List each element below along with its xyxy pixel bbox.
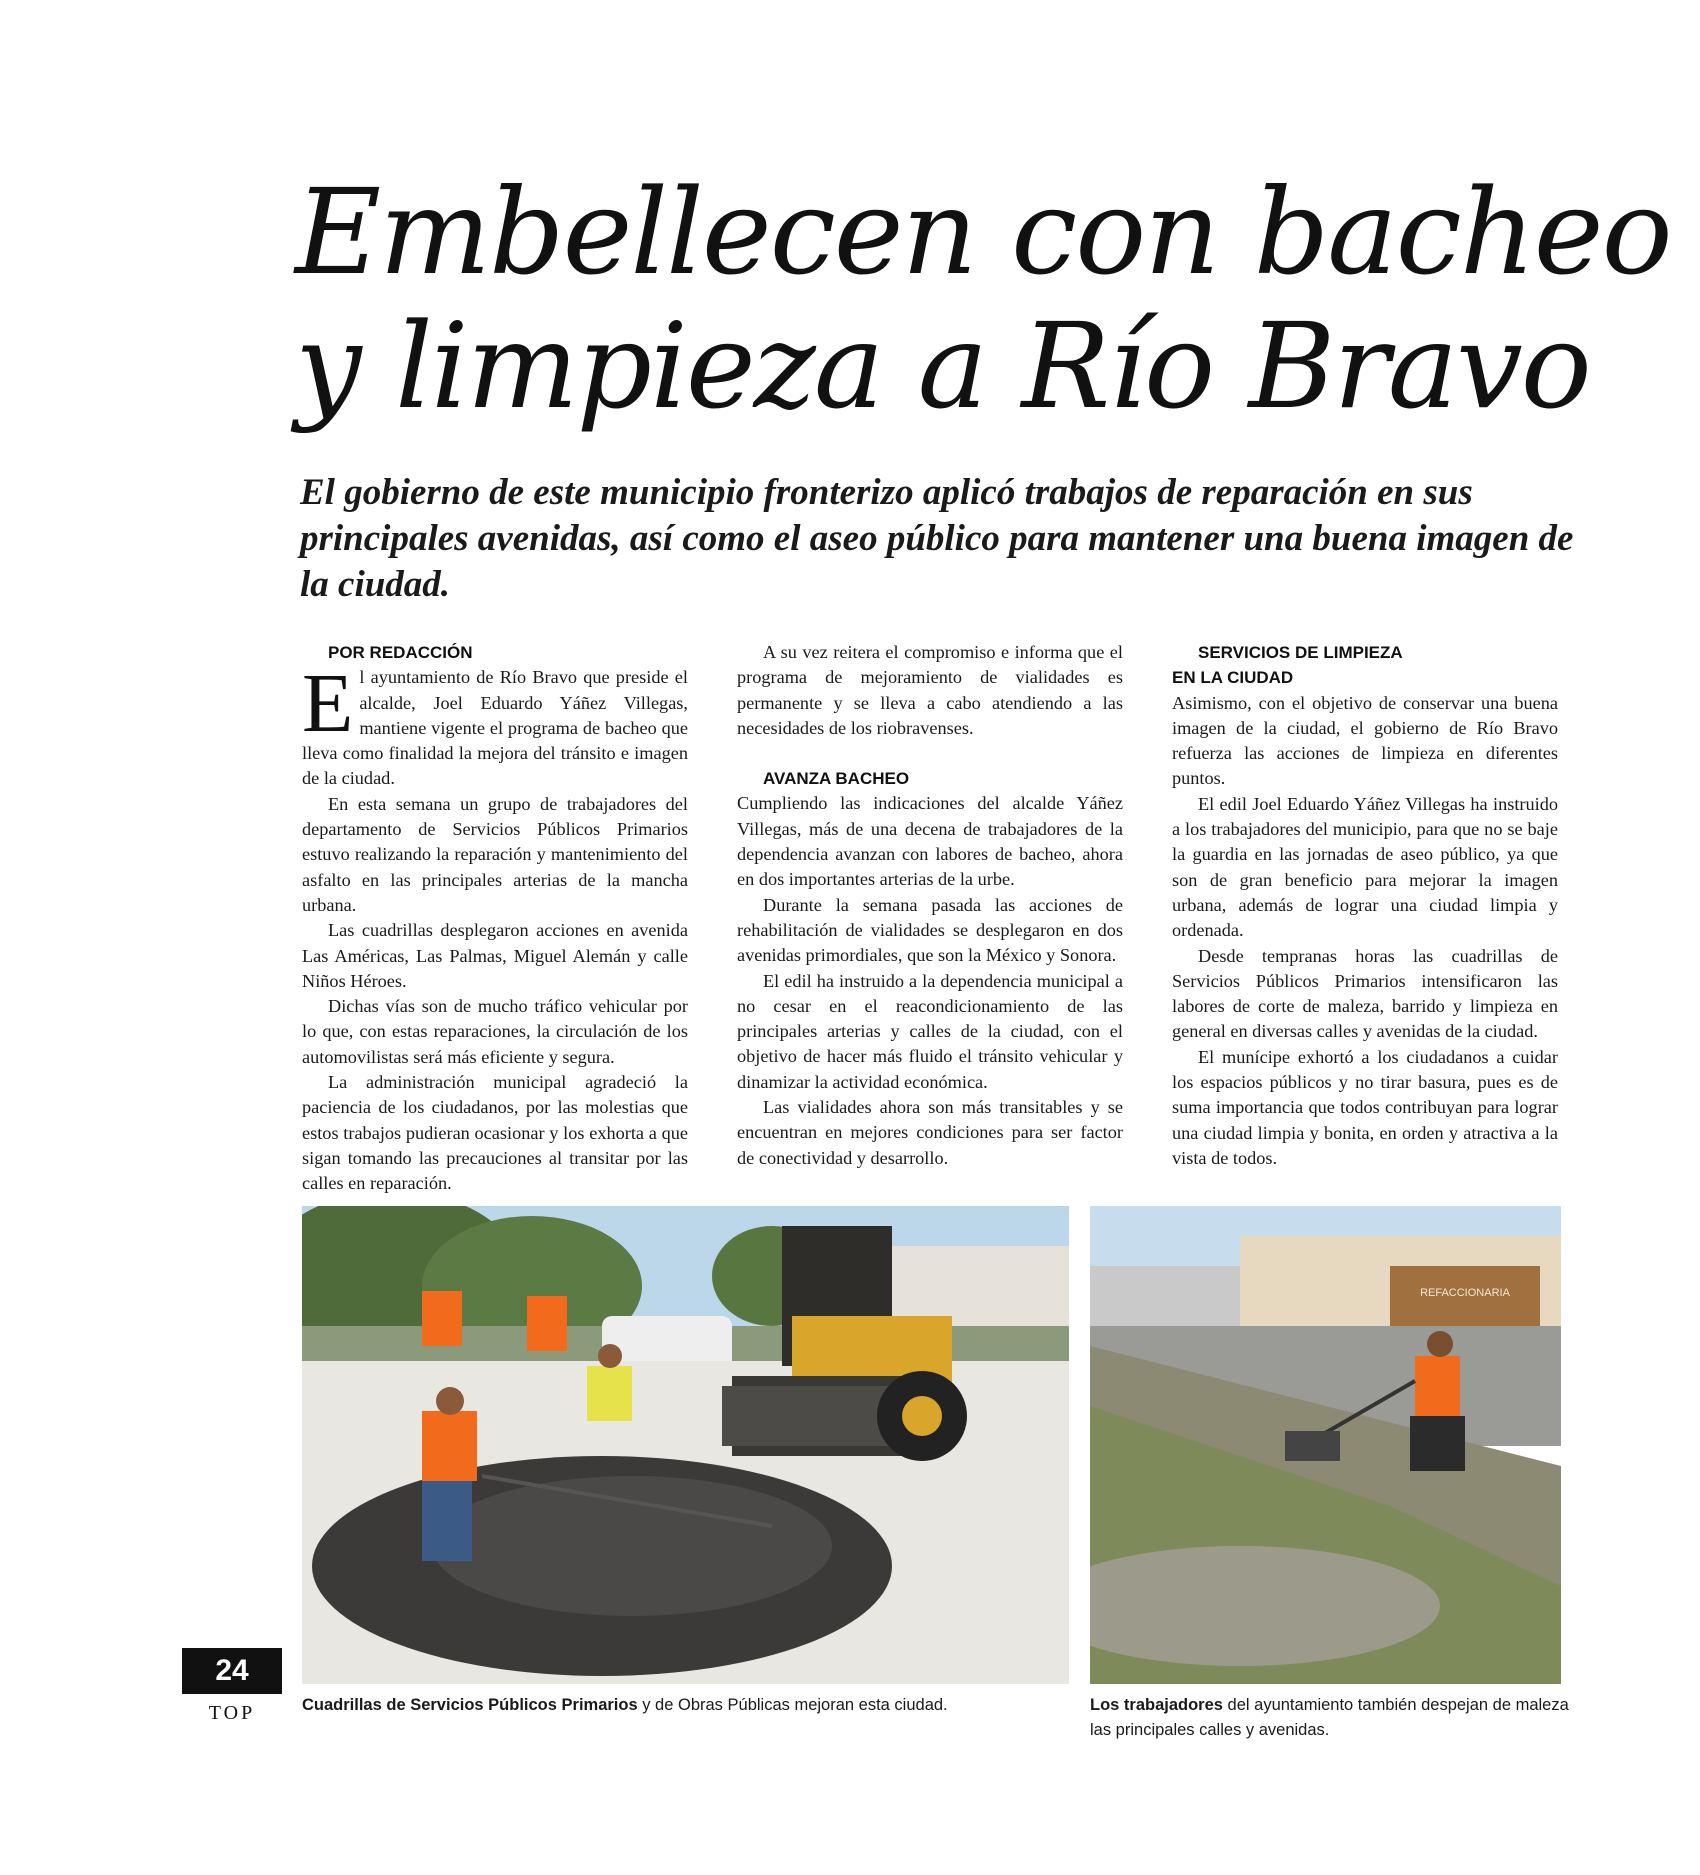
paragraph-text: l ayuntamiento de Río Bravo que preside el alcalde, Joel Eduardo Yáñez Villegas, mantiene vigente el programa de bacheo que lleva como finalidad la mejora del tránsito e imagen de la ciudad. [302,667,688,789]
paragraph: Las vialidades ahora son más transitables y se encuentran en mejores condiciones para ser factor de conectividad y desarrollo. [737,1097,1123,1168]
caption-text: del ayuntamiento también despejan de maleza las principales calles y avenidas. [1090,1696,1569,1739]
paragraph: El munícipe exhortó a los ciudadanos a cuidar los espacios públicos y no tirar basura, pues es de suma importancia que todos contribuyan para lograr una ciudad limpia y bonita, en orden y atractiva a la vista de todos. [1172,1046,1558,1168]
headline-line-2: y limpieza a Río Bravo [295,297,1590,435]
photo-bacheo-crew [302,1206,1069,1684]
article-column-2 [737,640,1123,1171]
paragraph: El edil ha instruido a la dependencia municipal a no cesar en el reacondicionamiento de las principales arterias y calles de la ciudad, con el objetivo de hacer más fluido el tránsito vehicular y dinamizar la actividad económica. [737,970,1123,1092]
headline-line-1: Embellecen con bacheo [295,163,1671,301]
page-number: 24 [182,1648,282,1694]
paragraph: En esta semana un grupo de trabajadores del departamento de Servicios Públicos Primarios estuvo realizando la reparación y mantenimiento del asfalto en las principales arterias de la mancha urbana. [302,793,688,915]
drop-cap: E [302,657,354,751]
shop-sign-text: REFACCIONARIA [1420,1287,1510,1299]
section-heading-line-2: EN LA CIUDAD [1172,668,1294,688]
paragraph: El edil Joel Eduardo Yáñez Villegas ha instruido a los trabajadores del municipio, para que no se baje la guardia en las jornadas de aseo público, ya que son de gran beneficio para mejorar la imagen urbana, además de lograr una ciudad limpia y ordenada. [1172,793,1558,941]
caption-text: y de Obras Públicas mejoran esta ciudad. [637,1696,948,1714]
paragraph: Las cuadrillas desplegaron acciones en avenida Las Américas, Las Palmas, Miguel Alemán y calle Niños Héroes. [302,920,688,991]
paragraph: Durante la semana pasada las acciones de rehabilitación de vialidades se desplegaron en dos avenidas primordiales, que son la México y Sonora. [737,894,1123,966]
deck-subheadline: El gobierno de este municipio fronterizo aplicó trabajos de reparación en sus principales avenidas, así como el aseo público para mantener una buena imagen de la ciudad. [300,472,1574,605]
section-heading-avanza-bacheo: AVANZA BACHEO [763,769,910,789]
paragraph: Cumpliendo las indicaciones del alcalde Yáñez Villegas, más de una decena de trabajadores de la dependencia avanzan con labores de bacheo, ahora en dos importantes arterias de la urbe. [737,793,1123,890]
photo-bacheo-illustration [302,1206,1069,1684]
byline: POR REDACCIÓN [328,643,473,662]
paragraph: Dichas vías son de mucho tráfico vehicular por lo que, con estas reparaciones, la circulación de los automovilistas será más eficiente y segura. [302,996,688,1067]
article-column-1 [302,640,688,1197]
headline [295,163,1671,435]
photo-caption-2 [1090,1693,1570,1743]
section-heading-line-1: SERVICIOS DE LIMPIEZA [1198,643,1403,662]
paragraph: A su vez reitera el compromiso e informa que el programa de mejoramiento de vialidades es permanente y se lleva a cabo atendiendo a las necesidades de los riobravenses. [737,642,1123,738]
caption-bold: Los trabajadores [1090,1696,1223,1714]
article-column-3 [1172,640,1558,1171]
section-label: TOP [208,1702,256,1724]
paragraph: Desde tempranas horas las cuadrillas de Servicios Públicos Primarios intensificaron las labores de corte de maleza, barrido y limpieza en general en diversas calles y avenidas de la ciudad. [1172,945,1558,1042]
caption-bold: Cuadrillas de Servicios Públicos Primarios [302,1696,638,1714]
paragraph: Asimismo, con el objetivo de conservar una buena imagen de la ciudad, el gobierno de Río Bravo refuerza las acciones de limpieza en diferentes puntos. [1172,692,1558,789]
photo-maleza-illustration [1090,1206,1561,1684]
photo-maleza-worker [1090,1206,1561,1684]
paragraph [302,657,688,791]
section-heading-servicios-limpieza [1172,640,1558,691]
photo-caption-1 [302,1693,1069,1718]
paragraph: La administración municipal agradeció la paciencia de los ciudadanos, por las molestias que estos trabajos pudieran ocasionar y los exhorta a que sigan tomando las precauciones al transitar por las calles en reparación. [302,1072,688,1194]
